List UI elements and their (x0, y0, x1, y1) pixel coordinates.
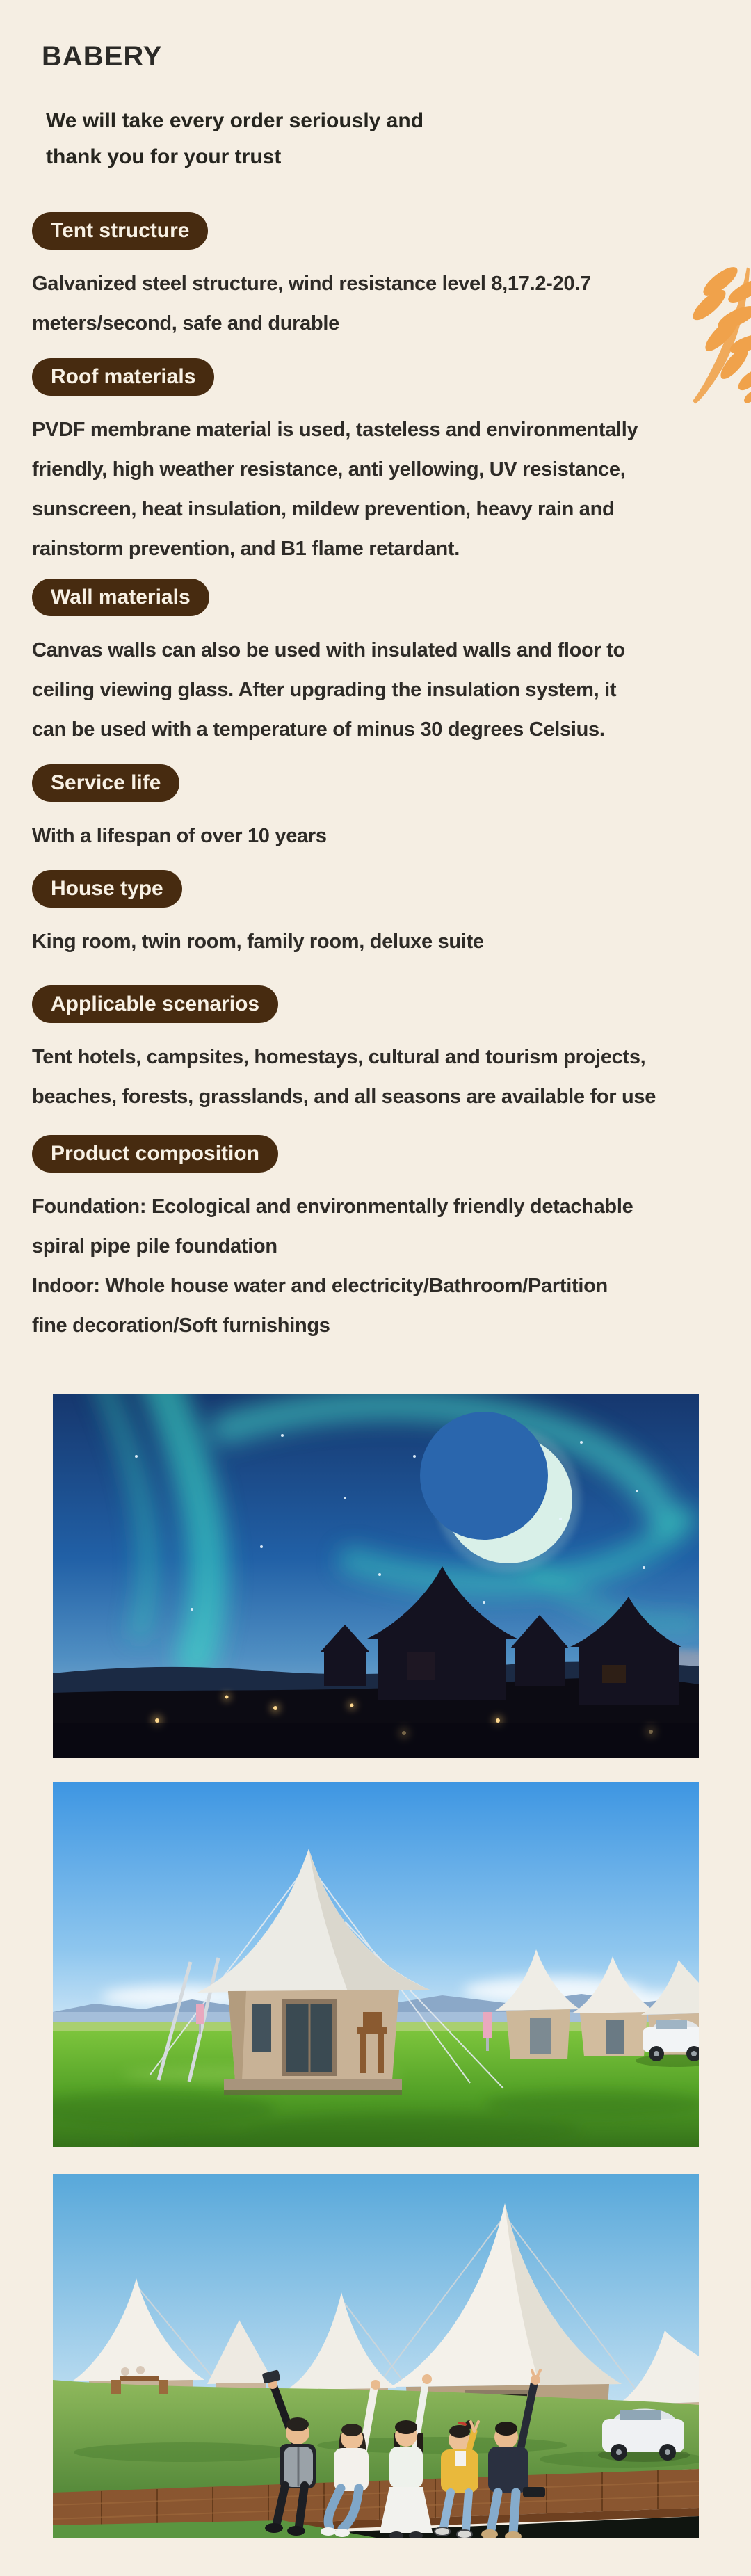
spec-label: Service life (51, 771, 161, 794)
photo-daytime-tents (53, 1782, 699, 2147)
spec-body-line: rainstorm prevention, and B1 flame retardant. (32, 538, 460, 560)
spec-label: House type (51, 877, 163, 900)
section-house-type (32, 870, 751, 962)
spec-body (32, 1187, 751, 1346)
spec-body-line: beaches, forests, grasslands, and all seasons are available for use (32, 1086, 656, 1108)
spec-body-line: sunscreen, heat insulation, mildew prevention, heavy rain and (32, 498, 615, 520)
spec-label: Product composition (51, 1142, 259, 1165)
spec-label-pill (32, 764, 179, 802)
spec-label-pill (32, 579, 209, 616)
spec-body-line: can be used with a temperature of minus 30 degrees Celsius. (32, 718, 605, 741)
section-service-life (32, 764, 751, 856)
spec-label-pill (32, 870, 182, 908)
tagline-line-1: We will take every order seriously and (46, 109, 424, 132)
spec-label-pill (32, 358, 214, 396)
spec-body-line: fine decoration/Soft furnishings (32, 1314, 330, 1337)
spec-label-pill (32, 985, 278, 1023)
photo-aurora-night-tents (53, 1394, 699, 1758)
spec-body-line: With a lifespan of over 10 years (32, 825, 327, 847)
spec-body-line: Foundation: Ecological and environmentally friendly detachable (32, 1196, 633, 1218)
spec-label: Applicable scenarios (51, 992, 260, 1015)
spec-body-line: King room, twin room, family room, deluxe suite (32, 931, 484, 953)
spec-label-pill (32, 1135, 278, 1173)
spec-body (32, 1038, 751, 1117)
brand-title: BABERY (42, 41, 163, 72)
spec-body-line: meters/second, safe and durable (32, 312, 339, 335)
leaf-decoration-icon (681, 259, 751, 408)
spec-body (32, 264, 751, 344)
spec-body-line: Indoor: Whole house water and electricity/Bathroom/Partition (32, 1275, 608, 1297)
section-applicable-scenarios (32, 985, 751, 1117)
tagline-line-2: thank you for your trust (46, 145, 282, 168)
spec-label-pill (32, 212, 208, 250)
spec-body (32, 816, 751, 856)
spec-body-line: spiral pipe pile foundation (32, 1235, 277, 1257)
spec-body-line: PVDF membrane material is used, tasteless and environmentally (32, 419, 638, 441)
spec-body-line: Canvas walls can also be used with insulated walls and floor to (32, 639, 625, 661)
spec-body-line: Tent hotels, campsites, homestays, cultural and tourism projects, (32, 1046, 646, 1068)
spec-body-line: Galvanized steel structure, wind resistance level 8,17.2-20.7 (32, 273, 591, 295)
spec-label: Tent structure (51, 219, 190, 242)
spec-label: Wall materials (51, 586, 191, 609)
spec-body-line: ceiling viewing glass. After upgrading the insulation system, it (32, 679, 617, 701)
section-roof-materials (32, 358, 751, 569)
spec-body-line: friendly, high weather resistance, anti yellowing, UV resistance, (32, 458, 626, 481)
section-wall-materials (32, 579, 751, 750)
spec-label: Roof materials (51, 365, 196, 388)
tagline (46, 103, 751, 175)
section-tent-structure (32, 212, 751, 344)
spec-body (32, 922, 751, 962)
spec-body (32, 410, 751, 569)
spec-body (32, 631, 751, 750)
section-product-composition (32, 1135, 751, 1346)
photo-guests-on-deck (53, 2174, 699, 2538)
